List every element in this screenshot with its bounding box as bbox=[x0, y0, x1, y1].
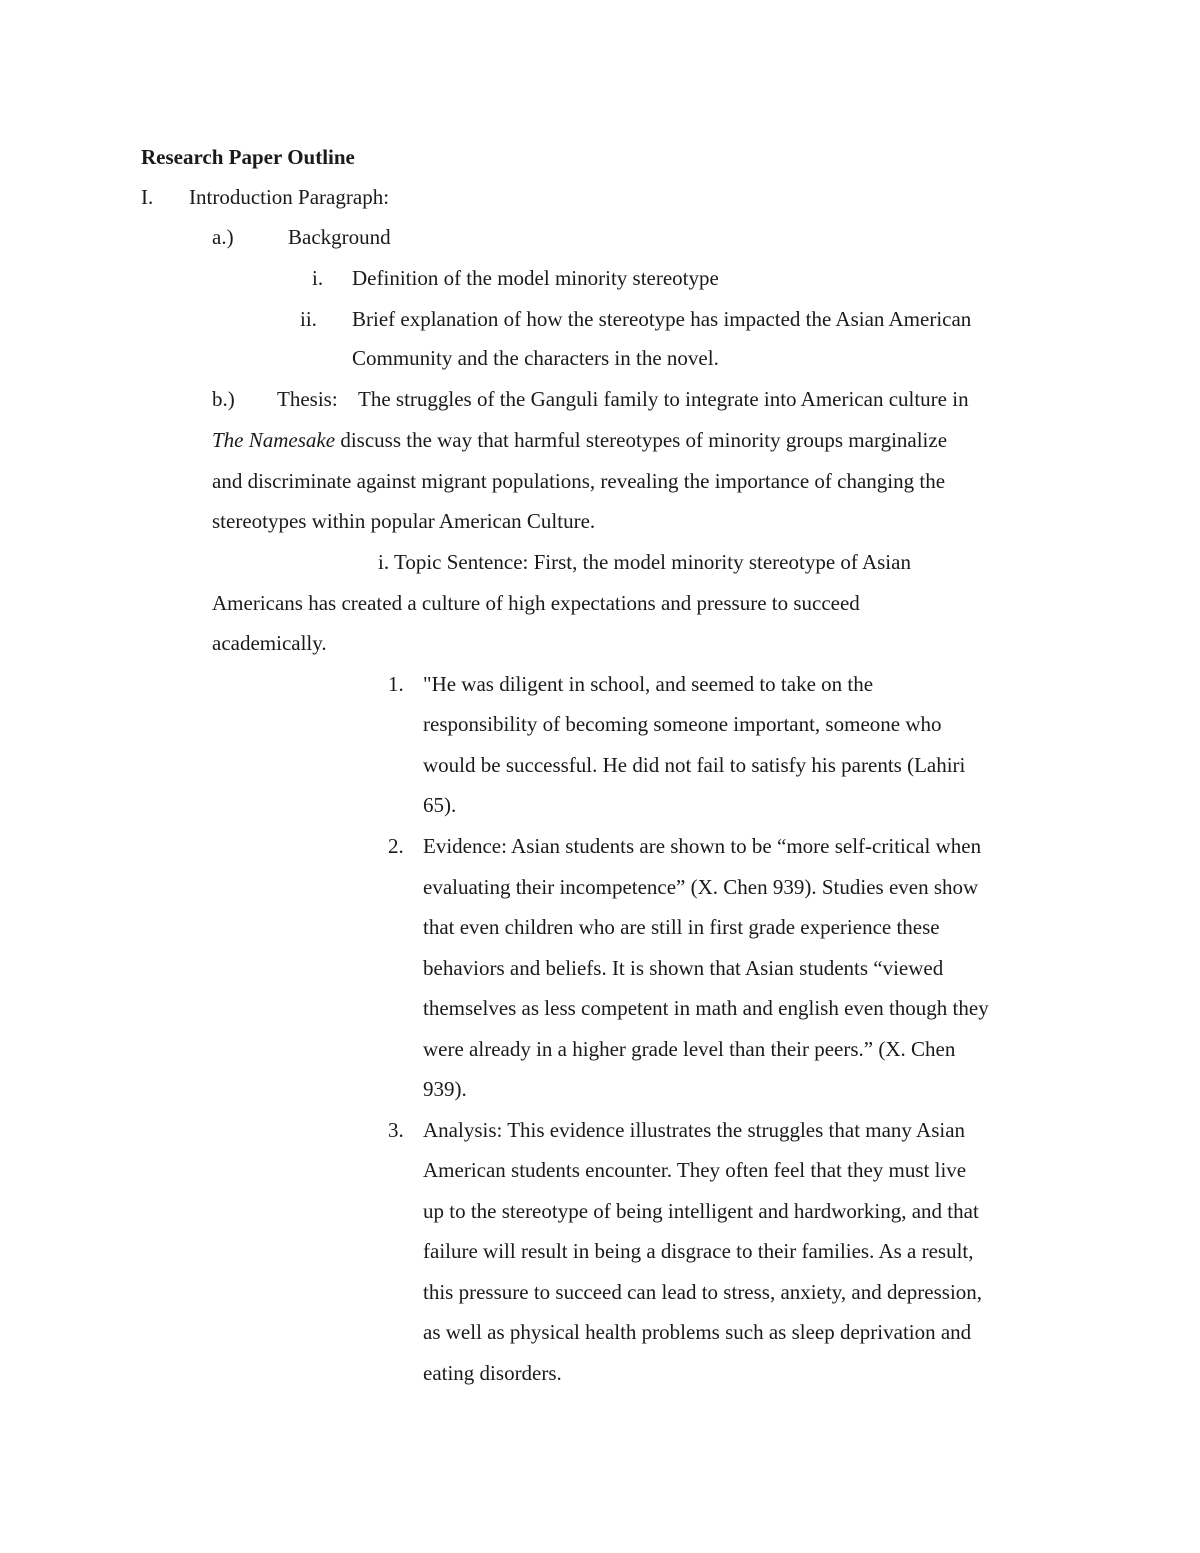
evidence-text: 939). bbox=[423, 1077, 467, 1101]
quote-text: would be successful. He did not fail to satisfy his parents (Lahiri bbox=[423, 753, 966, 777]
page-title: Research Paper Outline bbox=[141, 145, 355, 169]
evidence-text: Evidence: Asian students are shown to be “more self-critical when bbox=[423, 834, 982, 858]
subsection-marker: a.) bbox=[212, 225, 234, 249]
analysis-text: Analysis: This evidence illustrates the struggles that many Asian bbox=[423, 1118, 966, 1142]
thesis-text: and discriminate against migrant populations, revealing the importance of changing the bbox=[212, 469, 946, 493]
analysis-text: up to the stereotype of being intelligent and hardworking, and that bbox=[423, 1199, 979, 1223]
analysis-text: as well as physical health problems such as sleep deprivation and bbox=[423, 1320, 972, 1344]
topic-sentence: Americans has created a culture of high expectations and pressure to succeed bbox=[212, 591, 860, 615]
quote-text: "He was diligent in school, and seemed to take on the bbox=[423, 672, 874, 696]
numbered-marker: 1. bbox=[388, 672, 404, 696]
topic-sentence: academically. bbox=[212, 631, 327, 655]
list-item-text: Definition of the model minority stereotype bbox=[352, 266, 719, 290]
book-title: The Namesake bbox=[212, 428, 336, 452]
thesis-label: Thesis: bbox=[277, 387, 338, 411]
evidence-text: behaviors and beliefs. It is shown that Asian students “viewed bbox=[423, 956, 944, 980]
thesis-text bbox=[212, 425, 947, 455]
list-item-text: Brief explanation of how the stereotype has impacted the Asian American bbox=[352, 307, 972, 331]
thesis-text: stereotypes within popular American Culture. bbox=[212, 509, 596, 533]
evidence-text: themselves as less competent in math and english even though they bbox=[423, 996, 989, 1020]
quote-text: 65). bbox=[423, 793, 457, 817]
section-marker: I. bbox=[141, 185, 154, 209]
list-item-text: Community and the characters in the novel. bbox=[352, 346, 719, 370]
thesis-text: The struggles of the Ganguli family to integrate into American culture in bbox=[358, 387, 969, 411]
analysis-text: failure will result in being a disgrace to their families. As a result, bbox=[423, 1239, 974, 1263]
thesis-text-continued: discuss the way that harmful stereotypes of minority groups marginalize bbox=[335, 428, 948, 452]
numbered-marker: 3. bbox=[388, 1118, 404, 1142]
analysis-text: eating disorders. bbox=[423, 1361, 562, 1385]
evidence-text: were already in a higher grade level than their peers.” (X. Chen bbox=[423, 1037, 956, 1061]
analysis-text: American students encounter. They often feel that they must live bbox=[423, 1158, 967, 1182]
numbered-marker: 2. bbox=[388, 834, 404, 858]
analysis-text: this pressure to succeed can lead to stress, anxiety, and depression, bbox=[423, 1280, 983, 1304]
section-heading: Introduction Paragraph: bbox=[189, 185, 390, 209]
subsection-marker: b.) bbox=[212, 387, 235, 411]
subsection-heading: Background bbox=[288, 225, 391, 249]
quote-text: responsibility of becoming someone important, someone who bbox=[423, 712, 942, 736]
evidence-text: that even children who are still in first grade experience these bbox=[423, 915, 940, 939]
topic-sentence: i. Topic Sentence: First, the model minority stereotype of Asian bbox=[378, 550, 911, 574]
list-item-marker: i. bbox=[312, 266, 324, 290]
evidence-text: evaluating their incompetence” (X. Chen 939). Studies even show bbox=[423, 875, 979, 899]
list-item-marker: ii. bbox=[300, 307, 317, 331]
